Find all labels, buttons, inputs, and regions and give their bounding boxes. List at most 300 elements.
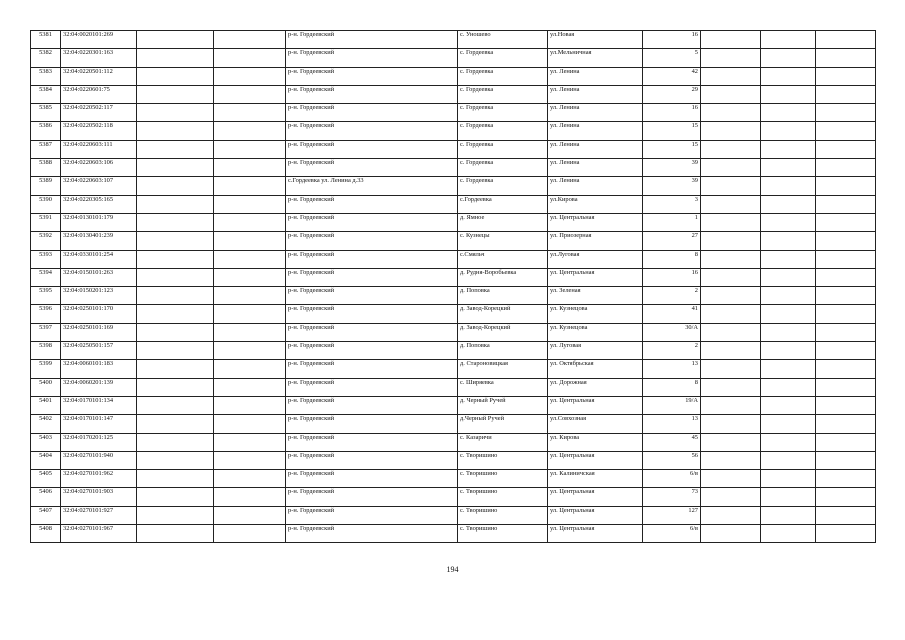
street-cell: ул. Ленина [548,159,643,177]
row-number: 5390 [31,195,61,213]
empty-col-e [816,49,876,67]
empty-col-e [816,122,876,140]
empty-col-c [701,250,761,268]
address-cell: р-н. Гордеевский [286,342,458,360]
empty-col-e [816,287,876,305]
table-row [31,360,876,378]
empty-col-a [137,305,214,323]
empty-col-a [137,488,214,506]
empty-col-c [701,378,761,396]
settlement-cell: д. Поповка [458,342,548,360]
row-number: 5398 [31,342,61,360]
empty-col-d [761,268,816,286]
street-cell: ул. Дорожная [548,378,643,396]
empty-col-a [137,342,214,360]
empty-col-c [701,287,761,305]
table-row [31,323,876,341]
empty-col-d [761,488,816,506]
empty-col-d [761,323,816,341]
empty-col-e [816,213,876,231]
empty-col-d [761,451,816,469]
address-cell: р-н. Гордеевский [286,140,458,158]
address-cell: р-н. Гордеевский [286,506,458,524]
cadastral-number: 32:04:0150101:263 [61,268,137,286]
table-row [31,268,876,286]
empty-col-d [761,433,816,451]
row-number: 5394 [31,268,61,286]
cadastral-number: 32:04:0170101:147 [61,415,137,433]
empty-col-c [701,360,761,378]
table-row [31,232,876,250]
settlement-cell: д. Рудня-Воробьевка [458,268,548,286]
house-number-cell: 16 [643,104,701,122]
empty-col-d [761,250,816,268]
address-cell: р-н. Гордеевский [286,122,458,140]
empty-col-d [761,470,816,488]
cadastral-number: 32:04:0020101:269 [61,31,137,49]
empty-col-b [214,159,286,177]
empty-col-a [137,470,214,488]
address-cell: р-н. Гордеевский [286,287,458,305]
cadastral-number: 32:04:0220301:163 [61,49,137,67]
row-number: 5391 [31,213,61,231]
empty-col-d [761,525,816,543]
empty-col-a [137,525,214,543]
street-cell: ул. Ленина [548,104,643,122]
empty-col-c [701,305,761,323]
empty-col-e [816,268,876,286]
street-cell: ул. Ленина [548,85,643,103]
empty-col-c [701,451,761,469]
row-number: 5389 [31,177,61,195]
empty-col-b [214,195,286,213]
empty-col-a [137,415,214,433]
address-cell: р-н. Гордеевский [286,360,458,378]
settlement-cell: с. Творишино [458,506,548,524]
settlement-cell: с. Гордеевка [458,104,548,122]
cadastral-number: 32:04:0220603:106 [61,159,137,177]
settlement-cell: д. Завод-Корецкий [458,305,548,323]
street-cell: ул. Центральная [548,488,643,506]
cadastral-number: 32:04:0170201:125 [61,433,137,451]
empty-col-d [761,140,816,158]
empty-col-e [816,433,876,451]
table-row [31,378,876,396]
house-number-cell: 13 [643,360,701,378]
empty-col-e [816,415,876,433]
settlement-cell: д. Староновицкая [458,360,548,378]
empty-col-a [137,85,214,103]
street-cell: ул. Центральная [548,451,643,469]
house-number-cell: 2 [643,287,701,305]
settlement-cell: с. Гордеевка [458,159,548,177]
table-row [31,470,876,488]
empty-col-a [137,506,214,524]
house-number-cell: 13 [643,415,701,433]
empty-col-b [214,213,286,231]
empty-col-b [214,378,286,396]
house-number-cell: 15 [643,140,701,158]
house-number-cell: 45 [643,433,701,451]
empty-col-b [214,305,286,323]
street-cell: ул. Кузнецова [548,305,643,323]
empty-col-b [214,140,286,158]
cadastral-number: 32:04:0250101:170 [61,305,137,323]
table-row [31,451,876,469]
empty-col-c [701,342,761,360]
empty-col-c [701,323,761,341]
empty-col-e [816,195,876,213]
address-cell: р-н. Гордеевский [286,268,458,286]
house-number-cell: 6/в [643,470,701,488]
house-number-cell: 39 [643,177,701,195]
empty-col-e [816,250,876,268]
empty-col-e [816,378,876,396]
street-cell: ул. Центральная [548,525,643,543]
row-number: 5401 [31,396,61,414]
row-number: 5384 [31,85,61,103]
row-number: 5399 [31,360,61,378]
empty-col-c [701,506,761,524]
empty-col-b [214,525,286,543]
empty-col-b [214,85,286,103]
table-row [31,85,876,103]
empty-col-c [701,104,761,122]
cadastral-number: 32:04:0270101:967 [61,525,137,543]
cadastral-number: 32:04:0270101:927 [61,506,137,524]
row-number: 5403 [31,433,61,451]
address-cell: р-н. Гордеевский [286,104,458,122]
row-number: 5382 [31,49,61,67]
address-cell: р-н. Гордеевский [286,378,458,396]
house-number-cell: 41 [643,305,701,323]
page-number: 194 [446,565,459,574]
cadastral-number: 32:04:0060201:139 [61,378,137,396]
empty-col-a [137,177,214,195]
row-number: 5396 [31,305,61,323]
empty-col-b [214,433,286,451]
empty-col-b [214,122,286,140]
street-cell: ул. Зеленая [548,287,643,305]
empty-col-b [214,67,286,85]
cadastral-number: 32:04:0130101:179 [61,213,137,231]
empty-col-b [214,31,286,49]
street-cell: ул. Центральная [548,506,643,524]
row-number: 5406 [31,488,61,506]
row-number: 5395 [31,287,61,305]
row-number: 5381 [31,31,61,49]
address-cell: р-н. Гордеевский [286,49,458,67]
empty-col-c [701,488,761,506]
empty-col-c [701,67,761,85]
table-row [31,342,876,360]
settlement-cell: с. Уношево [458,31,548,49]
house-number-cell: 2 [643,342,701,360]
settlement-cell: с. Гордеевка [458,67,548,85]
row-number: 5405 [31,470,61,488]
empty-col-b [214,470,286,488]
house-number-cell: 5 [643,49,701,67]
row-number: 5387 [31,140,61,158]
street-cell: ул.Совхозная [548,415,643,433]
table-row [31,177,876,195]
cadastral-number: 32:04:0220501:112 [61,67,137,85]
street-cell: ул. Центральная [548,268,643,286]
empty-col-d [761,31,816,49]
cadastral-number: 32:04:0220601:75 [61,85,137,103]
address-cell: р-н. Гордеевский [286,213,458,231]
table-row [31,287,876,305]
empty-col-a [137,287,214,305]
house-number-cell: 3 [643,195,701,213]
empty-col-a [137,232,214,250]
cadastral-number: 32:04:0270101:940 [61,451,137,469]
settlement-cell: д. Ямное [458,213,548,231]
address-cell: р-н. Гордеевский [286,323,458,341]
empty-col-d [761,287,816,305]
cadastral-number: 32:04:0270101:962 [61,470,137,488]
table-row [31,67,876,85]
settlement-cell: с. Ширяевка [458,378,548,396]
empty-col-d [761,122,816,140]
street-cell: ул. Ленина [548,67,643,85]
empty-col-d [761,213,816,231]
empty-col-b [214,104,286,122]
empty-col-e [816,31,876,49]
empty-col-d [761,67,816,85]
cadastral-number: 32:04:0220603:111 [61,140,137,158]
empty-col-a [137,67,214,85]
empty-col-b [214,323,286,341]
table-row [31,122,876,140]
street-cell: ул. Луговая [548,342,643,360]
empty-col-d [761,506,816,524]
empty-col-c [701,268,761,286]
empty-col-a [137,360,214,378]
cadastral-number: 32:04:0150201:123 [61,287,137,305]
table-row [31,250,876,268]
row-number: 5404 [31,451,61,469]
street-cell: ул. Ленина [548,177,643,195]
empty-col-c [701,49,761,67]
settlement-cell: с. Кузнецы [458,232,548,250]
empty-col-c [701,177,761,195]
empty-col-e [816,360,876,378]
empty-col-a [137,122,214,140]
address-cell: р-н. Гордеевский [286,433,458,451]
empty-col-c [701,31,761,49]
empty-col-a [137,104,214,122]
empty-col-e [816,159,876,177]
street-cell: ул.Новая [548,31,643,49]
street-cell: ул. Приозерная [548,232,643,250]
empty-col-b [214,360,286,378]
row-number: 5393 [31,250,61,268]
row-number: 5386 [31,122,61,140]
row-number: 5407 [31,506,61,524]
table-row [31,104,876,122]
empty-col-b [214,342,286,360]
table-row [31,31,876,49]
empty-col-d [761,232,816,250]
empty-col-d [761,415,816,433]
street-cell: ул. Калиничская [548,470,643,488]
house-number-cell: 15 [643,122,701,140]
empty-col-b [214,49,286,67]
table-row [31,396,876,414]
table-row [31,488,876,506]
settlement-cell: с. Гордеевка [458,49,548,67]
street-cell: ул. Центральная [548,213,643,231]
house-number-cell: 19/А [643,396,701,414]
registry-table-body [31,31,876,543]
empty-col-b [214,287,286,305]
address-cell: р-н. Гордеевский [286,195,458,213]
empty-col-c [701,213,761,231]
empty-col-d [761,104,816,122]
empty-col-a [137,433,214,451]
house-number-cell: 56 [643,451,701,469]
empty-col-e [816,177,876,195]
empty-col-e [816,104,876,122]
address-cell: с.Гордеевка ул. Ленина д.33 [286,177,458,195]
cadastral-number: 32:04:0220603:107 [61,177,137,195]
empty-col-c [701,159,761,177]
cadastral-number: 32:04:0330101:254 [61,250,137,268]
table-row [31,49,876,67]
empty-col-e [816,470,876,488]
empty-col-a [137,31,214,49]
empty-col-b [214,268,286,286]
table-row [31,433,876,451]
table-row [31,195,876,213]
empty-col-a [137,195,214,213]
empty-col-a [137,396,214,414]
house-number-cell: 42 [643,67,701,85]
settlement-cell: с. Гордеевка [458,177,548,195]
empty-col-b [214,396,286,414]
empty-col-a [137,213,214,231]
address-cell: р-н. Гордеевский [286,232,458,250]
empty-col-d [761,195,816,213]
empty-col-a [137,49,214,67]
empty-col-e [816,451,876,469]
empty-col-c [701,415,761,433]
street-cell: ул.Мельничная [548,49,643,67]
settlement-cell: с.Смяльч [458,250,548,268]
row-number: 5385 [31,104,61,122]
settlement-cell: с. Творишино [458,525,548,543]
settlement-cell: с.Гордеевка [458,195,548,213]
empty-col-b [214,415,286,433]
empty-col-c [701,140,761,158]
table-row [31,159,876,177]
empty-col-a [137,159,214,177]
settlement-cell: с. Гордеевка [458,85,548,103]
empty-col-b [214,177,286,195]
address-cell: р-н. Гордеевский [286,305,458,323]
settlement-cell: с. Гордеевка [458,140,548,158]
street-cell: ул. Ленина [548,140,643,158]
table-row [31,525,876,543]
empty-col-c [701,470,761,488]
empty-col-e [816,305,876,323]
empty-col-d [761,342,816,360]
empty-col-e [816,140,876,158]
empty-col-e [816,525,876,543]
empty-col-b [214,232,286,250]
empty-col-a [137,378,214,396]
street-cell: ул. Ленина [548,122,643,140]
address-cell: р-н. Гордеевский [286,470,458,488]
house-number-cell: 73 [643,488,701,506]
settlement-cell: с. Творишино [458,451,548,469]
house-number-cell: 1 [643,213,701,231]
address-cell: р-н. Гордеевский [286,525,458,543]
empty-col-d [761,305,816,323]
address-cell: р-н. Гордеевский [286,415,458,433]
empty-col-d [761,159,816,177]
empty-col-e [816,67,876,85]
empty-col-c [701,85,761,103]
empty-col-d [761,49,816,67]
empty-col-a [137,250,214,268]
empty-col-c [701,232,761,250]
empty-col-e [816,342,876,360]
empty-col-a [137,451,214,469]
house-number-cell: 27 [643,232,701,250]
street-cell: ул. Центральная [548,396,643,414]
settlement-cell: д. Поповка [458,287,548,305]
empty-col-e [816,396,876,414]
cadastral-number: 32:04:0170101:134 [61,396,137,414]
cadastral-number: 32:04:0250501:157 [61,342,137,360]
cadastral-number: 32:04:0220502:117 [61,104,137,122]
settlement-cell: с. Творишино [458,488,548,506]
empty-col-d [761,85,816,103]
street-cell: ул. Кузнецова [548,323,643,341]
empty-col-b [214,506,286,524]
address-cell: р-н. Гордеевский [286,159,458,177]
settlement-cell: д.Черный Ручей [458,415,548,433]
settlement-cell: с. Гордеевка [458,122,548,140]
empty-col-e [816,323,876,341]
row-number: 5397 [31,323,61,341]
cadastral-number: 32:04:0060101:183 [61,360,137,378]
settlement-cell: д. Завод-Корецкий [458,323,548,341]
row-number: 5408 [31,525,61,543]
empty-col-b [214,250,286,268]
house-number-cell: 39 [643,159,701,177]
table-row [31,140,876,158]
empty-col-c [701,525,761,543]
empty-col-e [816,488,876,506]
street-cell: ул. Октябрьская [548,360,643,378]
street-cell: ул.Луговая [548,250,643,268]
empty-col-e [816,232,876,250]
cadastral-number: 32:04:0220502:118 [61,122,137,140]
house-number-cell: 30/А [643,323,701,341]
house-number-cell: 6/в [643,525,701,543]
cadastral-number: 32:04:0130401:239 [61,232,137,250]
settlement-cell: с. Казаричи [458,433,548,451]
empty-col-c [701,195,761,213]
empty-col-a [137,268,214,286]
house-number-cell: 29 [643,85,701,103]
row-number: 5402 [31,415,61,433]
house-number-cell: 8 [643,250,701,268]
empty-col-d [761,177,816,195]
